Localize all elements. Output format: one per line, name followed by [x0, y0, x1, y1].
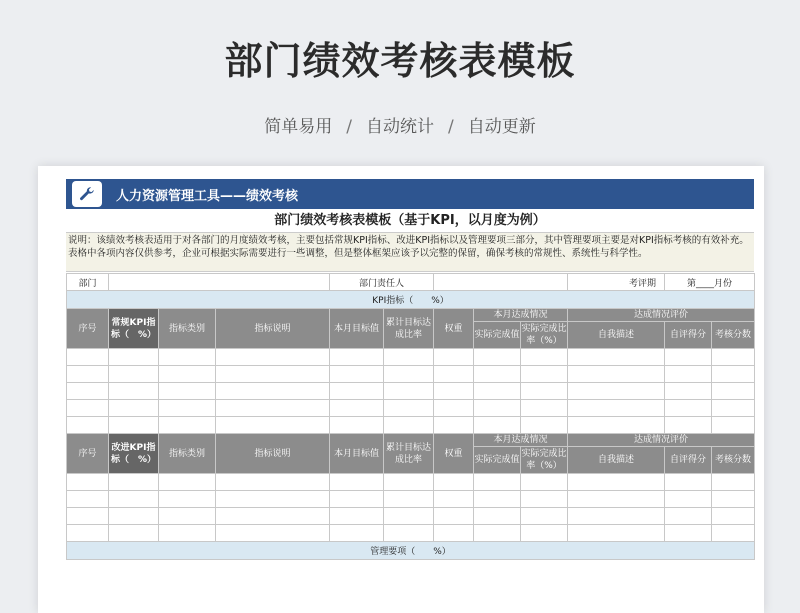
col-index: 序号 — [67, 434, 109, 474]
document-title: 部门绩效考核表模板（基于KPI，以月度为例） — [274, 213, 546, 228]
table-cell[interactable] — [434, 525, 474, 542]
table-cell[interactable] — [434, 349, 474, 366]
table-cell[interactable] — [712, 366, 755, 383]
table-cell[interactable] — [384, 383, 434, 400]
col-evaluation: 达成情况评价 — [568, 309, 755, 322]
col-monthly-target: 本月目标值 — [330, 434, 384, 474]
table-cell[interactable] — [159, 525, 216, 542]
table-cell[interactable] — [330, 400, 384, 417]
table-cell[interactable] — [159, 349, 216, 366]
table-cell[interactable] — [67, 491, 109, 508]
col-review-score: 考核分数 — [712, 322, 755, 349]
table-cell[interactable] — [568, 400, 665, 417]
col-weight: 权重 — [434, 309, 474, 349]
table-cell[interactable] — [521, 366, 568, 383]
table-cell[interactable] — [384, 400, 434, 417]
info-row — [67, 274, 755, 291]
period-label: 考评期 — [568, 274, 665, 291]
table-row — [67, 383, 755, 400]
col-category: 指标类别 — [159, 434, 216, 474]
tag-auto-stat: 自动统计 — [366, 117, 434, 137]
table-cell[interactable] — [665, 525, 712, 542]
table-cell[interactable] — [330, 349, 384, 366]
table-cell[interactable] — [665, 400, 712, 417]
table-cell[interactable] — [159, 491, 216, 508]
table-cell[interactable] — [216, 525, 330, 542]
tag-separator: / — [448, 117, 454, 137]
col-self-score: 自评得分 — [665, 447, 712, 474]
table-cell[interactable] — [665, 349, 712, 366]
table-cell[interactable] — [216, 383, 330, 400]
table-cell[interactable] — [474, 383, 521, 400]
table-cell[interactable] — [67, 400, 109, 417]
table-cell[interactable] — [712, 349, 755, 366]
col-actual-value: 实际完成值 — [474, 447, 521, 474]
table-cell[interactable] — [665, 474, 712, 491]
table-cell[interactable] — [434, 417, 474, 434]
col-cumulative-target: 累计目标达成比率 — [384, 309, 434, 349]
table-cell[interactable] — [665, 491, 712, 508]
table-cell[interactable] — [330, 525, 384, 542]
col-cumulative-target: 累计目标达成比率 — [384, 434, 434, 474]
kpi-table — [66, 273, 755, 560]
table-cell[interactable] — [159, 508, 216, 525]
table-cell[interactable] — [568, 383, 665, 400]
table-cell[interactable] — [330, 417, 384, 434]
table-cell[interactable] — [159, 417, 216, 434]
table-cell[interactable] — [521, 349, 568, 366]
table-cell[interactable] — [568, 491, 665, 508]
table-cell[interactable] — [384, 525, 434, 542]
table-cell[interactable] — [330, 383, 384, 400]
table-cell[interactable] — [712, 525, 755, 542]
banner-title: 人力资源管理工具——绩效考核 — [116, 188, 299, 204]
table-cell[interactable] — [67, 474, 109, 491]
table-cell[interactable] — [474, 525, 521, 542]
table-cell[interactable] — [521, 383, 568, 400]
table-cell[interactable] — [216, 400, 330, 417]
table-cell[interactable] — [712, 474, 755, 491]
table-row — [67, 417, 755, 434]
instructions-note: 说明：该绩效考核表适用于对各部门的月度绩效考核，主要包括常规KPI指标、改进KPI指标以及管理要项三部分，其中管理要项主要是对KPI指标考核的有效补充。表格中各项内容仅供参考，企业可根据实际需要进行一些调整，但是整体框架应该予以完整的保留，确保考核的常规性、系统性与科学性。 — [66, 232, 754, 272]
col-self-desc: 自我描述 — [568, 447, 665, 474]
kpi-section-row — [67, 291, 755, 309]
table-cell[interactable] — [159, 366, 216, 383]
header-row-top — [67, 434, 755, 447]
tag-easy: 简单易用 — [264, 117, 333, 137]
table-cell[interactable] — [434, 508, 474, 525]
table-row — [67, 474, 755, 491]
table-cell[interactable] — [434, 366, 474, 383]
table-cell[interactable] — [216, 491, 330, 508]
table-row — [67, 400, 755, 417]
table-row — [67, 349, 755, 366]
table-cell[interactable] — [109, 491, 159, 508]
table-cell[interactable] — [474, 491, 521, 508]
dept-input[interactable] — [109, 274, 330, 291]
table-cell[interactable] — [434, 491, 474, 508]
col-monthly-status: 本月达成情况 — [474, 434, 568, 447]
table-cell[interactable] — [67, 525, 109, 542]
leader-input[interactable] — [434, 274, 568, 291]
tag-auto-update: 自动更新 — [467, 117, 536, 137]
table-cell[interactable] — [665, 417, 712, 434]
table-cell[interactable] — [434, 400, 474, 417]
table-cell[interactable] — [665, 508, 712, 525]
col-monthly-status: 本月达成情况 — [474, 309, 568, 322]
table-cell[interactable] — [665, 366, 712, 383]
table-cell[interactable] — [568, 474, 665, 491]
table-cell[interactable] — [159, 400, 216, 417]
table-cell[interactable] — [568, 417, 665, 434]
table-cell[interactable] — [474, 349, 521, 366]
table-cell[interactable] — [67, 349, 109, 366]
table-cell[interactable] — [474, 400, 521, 417]
table-cell[interactable] — [109, 400, 159, 417]
table-cell[interactable] — [109, 383, 159, 400]
table-cell[interactable] — [109, 525, 159, 542]
wrench-icon — [72, 181, 102, 207]
table-cell[interactable] — [330, 491, 384, 508]
table-cell[interactable] — [216, 349, 330, 366]
col-weight: 权重 — [434, 434, 474, 474]
table-cell[interactable] — [568, 366, 665, 383]
table-cell[interactable] — [109, 366, 159, 383]
col-review-score: 考核分数 — [712, 447, 755, 474]
table-cell[interactable] — [434, 383, 474, 400]
table-cell[interactable] — [67, 417, 109, 434]
dept-label: 部门 — [67, 274, 109, 291]
table-cell[interactable] — [384, 508, 434, 525]
table-cell[interactable] — [216, 417, 330, 434]
tool-banner — [66, 179, 754, 209]
table-cell[interactable] — [521, 400, 568, 417]
table-cell[interactable] — [159, 474, 216, 491]
table-cell[interactable] — [474, 474, 521, 491]
col-monthly-target: 本月目标值 — [330, 309, 384, 349]
table-row — [67, 525, 755, 542]
table-cell[interactable] — [330, 508, 384, 525]
table-cell[interactable] — [521, 491, 568, 508]
table-cell[interactable] — [159, 383, 216, 400]
table-cell[interactable] — [384, 366, 434, 383]
subtitle — [0, 112, 800, 137]
table-cell[interactable] — [67, 508, 109, 525]
col-index: 序号 — [67, 309, 109, 349]
hero-title: 部门绩效考核表模板 — [224, 39, 576, 83]
table-cell[interactable] — [109, 417, 159, 434]
table-cell[interactable] — [384, 349, 434, 366]
table-cell[interactable] — [330, 474, 384, 491]
header-row-top — [67, 309, 755, 322]
table-cell[interactable] — [665, 383, 712, 400]
table-cell[interactable] — [330, 366, 384, 383]
table-cell[interactable] — [568, 508, 665, 525]
col-self-score: 自评得分 — [665, 322, 712, 349]
period-input[interactable]: 第____月份 — [665, 274, 755, 291]
col-actual-value: 实际完成值 — [474, 322, 521, 349]
table-cell[interactable] — [109, 349, 159, 366]
table-cell[interactable] — [434, 474, 474, 491]
table-cell[interactable] — [568, 525, 665, 542]
table-cell[interactable] — [384, 474, 434, 491]
table-cell[interactable] — [474, 508, 521, 525]
table-cell[interactable] — [521, 525, 568, 542]
table-row — [67, 491, 755, 508]
col-category: 指标类别 — [159, 309, 216, 349]
col-actual-ratio: 实际完成比率（%） — [521, 322, 568, 349]
spreadsheet-preview — [38, 166, 764, 613]
col-description: 指标说明 — [216, 434, 330, 474]
table-cell[interactable] — [712, 383, 755, 400]
table-cell[interactable] — [474, 366, 521, 383]
col-improve-kpi: 改进KPI指标（ %） — [109, 434, 159, 474]
table-row — [67, 366, 755, 383]
kpi-section-label: KPI指标（ %） — [67, 291, 755, 309]
table-cell[interactable] — [521, 508, 568, 525]
col-actual-ratio: 实际完成比率（%） — [521, 447, 568, 474]
management-section-row — [67, 542, 755, 560]
management-section-label: 管理要项（ %） — [67, 542, 755, 560]
table-cell[interactable] — [712, 491, 755, 508]
leader-label: 部门责任人 — [330, 274, 434, 291]
table-cell[interactable] — [67, 366, 109, 383]
col-evaluation: 达成情况评价 — [568, 434, 755, 447]
table-cell[interactable] — [384, 417, 434, 434]
table-cell[interactable] — [216, 508, 330, 525]
table-cell[interactable] — [712, 417, 755, 434]
table-cell[interactable] — [521, 474, 568, 491]
col-regular-kpi: 常规KPI指标（ %） — [109, 309, 159, 349]
table-cell[interactable] — [568, 349, 665, 366]
col-description: 指标说明 — [216, 309, 330, 349]
table-cell[interactable] — [67, 383, 109, 400]
table-cell[interactable] — [384, 491, 434, 508]
table-cell[interactable] — [712, 400, 755, 417]
table-cell[interactable] — [109, 508, 159, 525]
table-cell[interactable] — [521, 417, 568, 434]
table-cell[interactable] — [216, 366, 330, 383]
col-self-desc: 自我描述 — [568, 322, 665, 349]
table-cell[interactable] — [474, 417, 521, 434]
table-cell[interactable] — [712, 508, 755, 525]
tag-separator: / — [346, 117, 352, 137]
table-cell[interactable] — [216, 474, 330, 491]
table-cell[interactable] — [109, 474, 159, 491]
table-row — [67, 508, 755, 525]
